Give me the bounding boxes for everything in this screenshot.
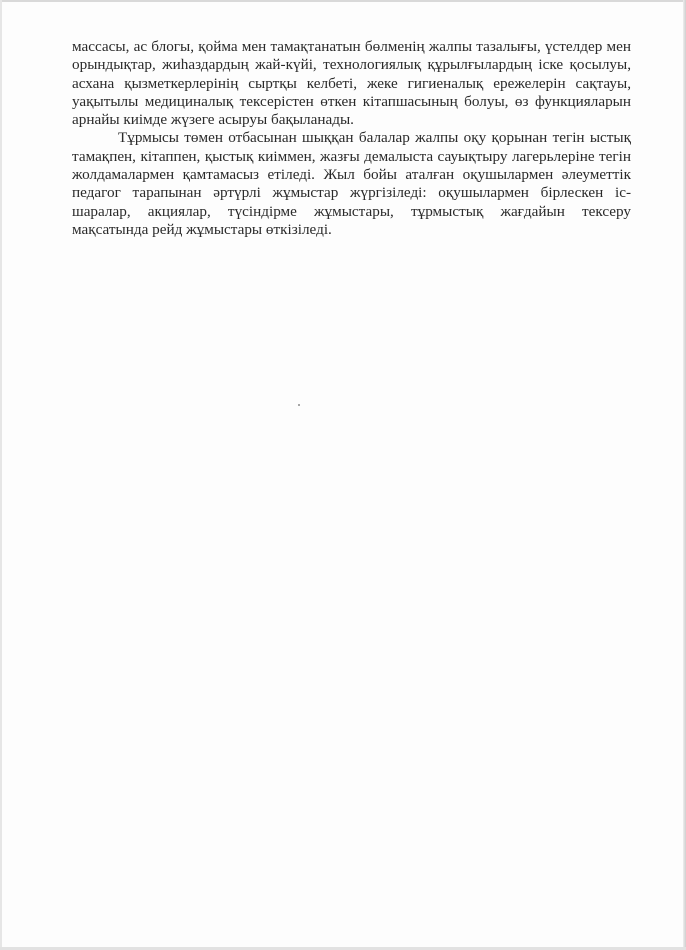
- paragraph-continuation: массасы, ас блогы, қойма мен тамақтанатын бөлменің жалпы тазалығы, үстелдер мен орындықтар, жиһаздардың жай-күйі, технологиялық құрылғылардың іске қосылуы, асхана қызметкерлерінің сыртқы келбеті, жеке гигиеналық ережелерін сақтауы, уақытылы медициналық тексерістен өткен кітапшасының болуы, өз функцияларын арнайы киімде жүзеге асыруы бақыланады.: [72, 38, 631, 129]
- page-edge-top: [0, 0, 686, 2]
- document-body: [72, 38, 631, 239]
- scan-speck: [298, 404, 300, 406]
- paragraph-support-measures: Тұрмысы төмен отбасынан шыққан балалар жалпы оқу қорынан тегін ыстық тамақпен, кітаппен, қыстық киіммен, жазғы демалыста сауықтыру лагерьлеріне тегін жолдамалармен қамтамасыз етіледі. Жыл бойы аталған оқушылармен әлеуметтік педагог тарапынан әртүрлі жұмыстар жүргізіледі: оқушылармен бірлескен іс-шаралар, акциялар, түсіндірме жұмыстары, тұрмыстық жағдайын тексеру мақсатында рейд жұмыстары өткізіледі.: [72, 129, 631, 238]
- page-edge-left: [0, 0, 2, 950]
